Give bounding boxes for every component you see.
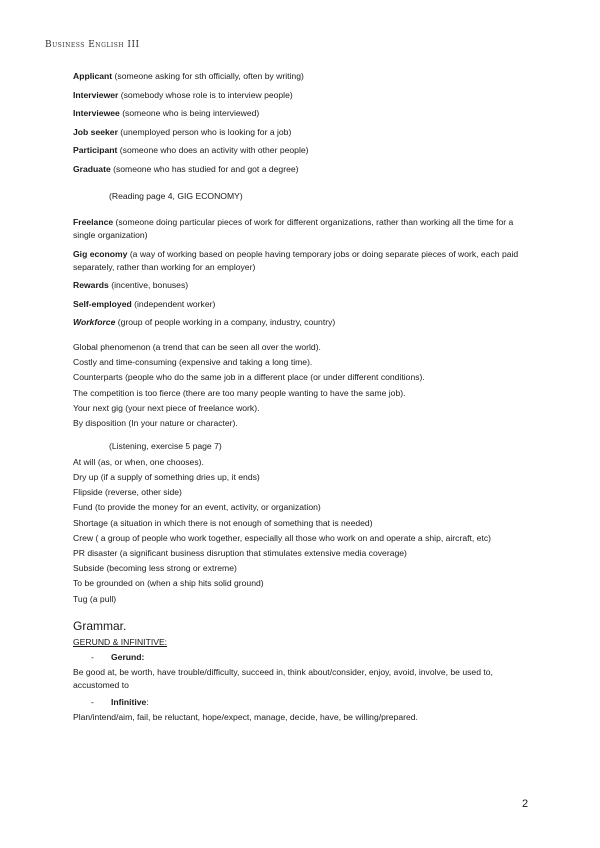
- infinitive-text: Plan/intend/aim, fail, be reluctant, hope/expect, manage, decide, have, be willing/prepared.: [73, 711, 418, 722]
- vocab-term: Crew: [73, 532, 94, 543]
- listening-note: (Listening, exercise 5 page 7): [109, 440, 222, 451]
- vocab-group-2: [73, 216, 533, 329]
- vocab-definition: (someone asking for sth officially, often by writing): [112, 71, 304, 81]
- vocab-entry: [73, 517, 533, 530]
- vocab-term: Gig economy: [73, 248, 128, 259]
- vocab-definition: (group of people working in a company, industry, country): [115, 317, 336, 328]
- vocab-term: Global phenomenon: [73, 341, 151, 352]
- grammar-subheading: GERUND & INFINITIVE:: [73, 636, 168, 647]
- vocab-term: Graduate: [73, 163, 111, 174]
- vocab-definition: (someone who does an activity with other people): [117, 145, 309, 156]
- vocab-term: Dry up: [73, 472, 99, 483]
- vocab-term: Tug: [73, 593, 88, 604]
- vocab-entry: [73, 486, 533, 499]
- vocab-definition: (a pull): [87, 593, 117, 604]
- vocab-group-1: [73, 70, 533, 176]
- vocab-definition: (a significant business disruption that stimulates extensive media coverage): [117, 548, 407, 558]
- vocab-group-4: [73, 456, 533, 606]
- vocab-definition: (if a supply of something dries up, it ends): [98, 472, 260, 483]
- infinitive-colon: :: [146, 696, 149, 707]
- vocab-entry: [73, 216, 533, 242]
- vocab-entry: [73, 89, 533, 102]
- vocab-term: To be grounded on: [73, 578, 145, 589]
- vocab-entry: [73, 279, 533, 292]
- vocab-term: Interviewee: [73, 108, 120, 119]
- vocab-definition: (to provide the money for an event, activity, or organization): [92, 502, 321, 513]
- vocab-entry: [73, 316, 533, 329]
- vocab-definition: (expensive and taking a long time).: [176, 357, 313, 368]
- vocab-definition: (as, or when, one chooses).: [95, 456, 204, 467]
- vocab-entry: [73, 562, 533, 575]
- vocab-term: Fund: [73, 502, 93, 513]
- vocab-entry: [73, 107, 533, 120]
- vocab-term: Self-employed: [73, 298, 132, 309]
- vocab-definition: (a situation in which there is not enough of something that is needed): [107, 517, 373, 528]
- vocab-term: Interviewer: [73, 89, 119, 100]
- vocab-definition: (a trend that can be seen all over the world).: [150, 341, 321, 352]
- vocab-entry: [73, 371, 533, 384]
- infinitive-label: Infinitive: [111, 696, 147, 707]
- gerund-label: Gerund:: [111, 651, 145, 662]
- vocab-term: Your next gig: [73, 402, 123, 413]
- vocab-term: The competition is too fierce: [73, 387, 181, 398]
- vocab-entry: [73, 417, 533, 430]
- vocab-entry: [73, 298, 533, 311]
- vocab-entry: [73, 547, 533, 560]
- document-body: [73, 70, 533, 728]
- vocab-term: Applicant: [73, 71, 113, 81]
- vocab-entry: [73, 144, 533, 157]
- vocab-entry: [73, 341, 533, 354]
- vocab-entry: [73, 501, 533, 514]
- vocab-definition: (someone doing particular pieces of work for different organizations, rather than working all the time for a single organization): [73, 216, 514, 240]
- vocab-term: By disposition: [73, 417, 127, 428]
- bullet-dash: -: [91, 651, 94, 662]
- vocab-term: Job seeker: [73, 126, 118, 137]
- vocab-entry: [73, 577, 533, 590]
- gerund-bullet: [91, 651, 533, 664]
- document-header: Business English III: [45, 40, 140, 50]
- vocab-definition: (independent worker): [131, 298, 216, 309]
- vocab-entry: [73, 356, 533, 369]
- vocab-entry: [73, 593, 533, 606]
- vocab-term: Rewards: [73, 280, 109, 291]
- vocab-term: Flipside: [73, 487, 103, 498]
- grammar-heading: Grammar.: [73, 618, 127, 633]
- vocab-entry: [73, 387, 533, 400]
- vocab-definition: (incentive, bonuses): [108, 280, 189, 291]
- vocab-definition: (there are too many people wanting to have the same job).: [180, 387, 406, 398]
- vocab-term: At will: [73, 456, 96, 467]
- vocab-definition: (becoming less strong or extreme): [104, 563, 237, 574]
- bullet-dash: -: [91, 696, 94, 707]
- vocab-entry: [73, 126, 533, 139]
- vocab-definition: (when a ship hits solid ground): [144, 578, 264, 589]
- vocab-definition: (someone who has studied for and got a degree): [110, 163, 299, 174]
- vocab-term: Subside: [73, 563, 105, 574]
- vocab-definition: ( a group of people who work together, especially all those who work on and operate a ship, aircraft, etc): [93, 532, 491, 543]
- vocab-entry: [73, 163, 533, 176]
- vocab-term: Freelance: [73, 216, 114, 227]
- vocab-entry: [73, 248, 533, 274]
- vocab-term: Shortage: [73, 517, 108, 528]
- vocab-definition: (unemployed person who is looking for a job): [117, 126, 292, 137]
- vocab-definition: (someone who is being interviewed): [119, 108, 260, 119]
- vocab-term: Workforce: [73, 317, 116, 328]
- infinitive-bullet: [91, 696, 533, 709]
- reading-note: (Reading page 4, GIG ECONOMY): [109, 190, 243, 201]
- vocab-definition: (reverse, other side): [102, 487, 182, 498]
- vocab-term: Participant: [73, 145, 118, 156]
- vocab-term: Counterparts: [73, 372, 123, 383]
- vocab-definition: (a way of working based on people having temporary jobs or doing separate pieces of work, each paid separately, rather than working for an employer): [73, 248, 519, 272]
- gerund-text: Be good at, be worth, have trouble/difficulty, succeed in, think about/consider, enjoy, avoid, involve, be used to, accustomed to: [73, 666, 493, 690]
- vocab-definition: (people who do the same job in a different place (or under different conditions).: [122, 372, 425, 383]
- vocab-definition: (your next piece of freelance work).: [122, 402, 260, 413]
- page-number: 2: [522, 798, 529, 810]
- vocab-entry: [73, 471, 533, 484]
- vocab-entry: [73, 532, 533, 545]
- vocab-term: Costly and time-consuming: [73, 357, 177, 368]
- vocab-group-3: [73, 341, 533, 430]
- vocab-definition: (somebody whose role is to interview people): [118, 89, 293, 100]
- vocab-entry: [73, 70, 533, 83]
- vocab-term: PR disaster: [73, 548, 118, 558]
- vocab-entry: [73, 456, 533, 469]
- vocab-entry: [73, 402, 533, 415]
- vocab-definition: (In your nature or character).: [126, 417, 238, 428]
